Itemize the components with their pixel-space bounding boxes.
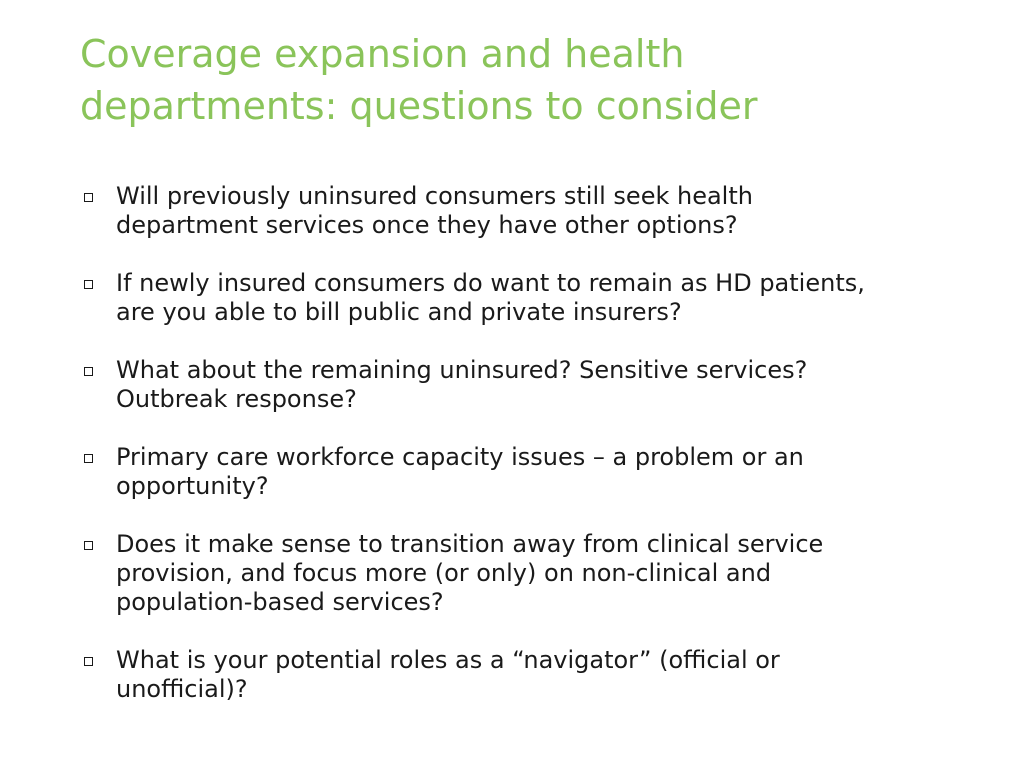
- bullet-text-line: What is your potential roles as a “navigator” (official or: [116, 646, 780, 674]
- bullet-text-line: Outbreak response?: [116, 385, 357, 413]
- bullet-text-line: Primary care workforce capacity issues – a problem or an: [116, 443, 804, 471]
- slide-title-line-1: Coverage expansion and health: [80, 32, 685, 76]
- bullet-text-line: provision, and focus more (or only) on non-clinical and: [116, 559, 772, 587]
- square-bullet-icon: [84, 454, 93, 463]
- bullet-text-line: Will previously uninsured consumers still seek health: [116, 182, 753, 210]
- square-bullet-icon: [84, 193, 93, 202]
- bullet-item-2: [82, 269, 962, 327]
- bullet-text-line: If newly insured consumers do want to remain as HD patients,: [116, 269, 865, 297]
- square-bullet-icon: [84, 657, 93, 666]
- square-bullet-icon: [84, 367, 93, 376]
- slide-title: [80, 28, 980, 132]
- bullet-text-line: department services once they have other options?: [116, 211, 738, 239]
- bullet-list: [82, 182, 962, 733]
- bullet-item-4: [82, 443, 962, 501]
- bullet-text-line: Does it make sense to transition away from clinical service: [116, 530, 824, 558]
- bullet-text-line: unofficial)?: [116, 675, 248, 703]
- bullet-item-5: [82, 530, 962, 617]
- square-bullet-icon: [84, 541, 93, 550]
- slide-title-line-2: departments: questions to consider: [80, 84, 758, 128]
- bullet-text-line: opportunity?: [116, 472, 269, 500]
- bullet-item-1: [82, 182, 962, 240]
- square-bullet-icon: [84, 280, 93, 289]
- bullet-item-6: [82, 646, 962, 704]
- bullet-text-line: are you able to bill public and private insurers?: [116, 298, 682, 326]
- bullet-item-3: [82, 356, 962, 414]
- bullet-text-line: What about the remaining uninsured? Sensitive services?: [116, 356, 808, 384]
- bullet-text-line: population-based services?: [116, 588, 444, 616]
